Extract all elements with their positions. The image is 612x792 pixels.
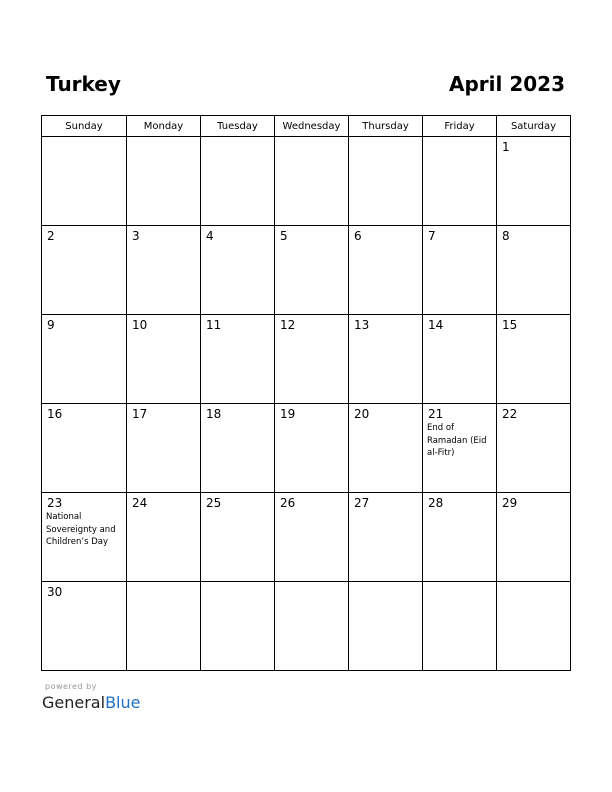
month-year-title: April 2023 [449, 72, 565, 96]
day-number: 17 [132, 407, 148, 421]
day-number: 16 [47, 407, 63, 421]
day-number: 6 [354, 229, 362, 243]
day-cell [497, 404, 571, 493]
day-number: 8 [502, 229, 510, 243]
day-number: 14 [428, 318, 444, 332]
day-cell [275, 493, 349, 582]
day-number: 25 [206, 496, 222, 510]
weekday-thursday: Thursday [349, 116, 423, 137]
weekday-wednesday: Wednesday [275, 116, 349, 137]
week-row [42, 315, 571, 404]
day-cell [127, 404, 201, 493]
day-number: 30 [47, 585, 63, 599]
day-cell [349, 226, 423, 315]
country-title: Turkey [46, 72, 121, 96]
day-cell [497, 493, 571, 582]
day-number: 15 [502, 318, 518, 332]
weekday-friday: Friday [423, 116, 497, 137]
empty-day-cell [275, 582, 349, 671]
day-cell [127, 315, 201, 404]
day-number: 12 [280, 318, 296, 332]
weekday-tuesday: Tuesday [201, 116, 275, 137]
day-cell [423, 315, 497, 404]
empty-day-cell [349, 582, 423, 671]
day-number: 26 [280, 496, 296, 510]
empty-day-cell [127, 137, 201, 226]
generalblue-logo[interactable] [42, 693, 140, 712]
calendar-grid [41, 115, 571, 671]
holiday-label: National Sovereignty and Children’s Day [46, 512, 116, 547]
day-number: 20 [354, 407, 370, 421]
powered-by-label: powered by [45, 682, 97, 691]
empty-day-cell [423, 137, 497, 226]
day-number: 27 [354, 496, 370, 510]
day-cell [42, 315, 127, 404]
empty-day-cell [127, 582, 201, 671]
day-number: 13 [354, 318, 370, 332]
day-cell [497, 315, 571, 404]
day-cell [275, 226, 349, 315]
day-cell [42, 493, 127, 582]
day-number: 29 [502, 496, 518, 510]
brand-general-text: General [42, 693, 106, 712]
day-number: 2 [47, 229, 55, 243]
weekday-saturday: Saturday [497, 116, 571, 137]
day-cell [423, 493, 497, 582]
day-number: 21 [428, 407, 444, 421]
day-cell [275, 315, 349, 404]
week-row [42, 226, 571, 315]
empty-day-cell [275, 137, 349, 226]
day-cell [497, 226, 571, 315]
empty-day-cell [42, 137, 127, 226]
day-number: 10 [132, 318, 148, 332]
weekday-header-row [42, 116, 571, 137]
empty-day-cell [201, 137, 275, 226]
day-number: 11 [206, 318, 222, 332]
day-number: 22 [502, 407, 518, 421]
day-cell [349, 315, 423, 404]
day-cell [201, 404, 275, 493]
day-cell [275, 404, 349, 493]
day-cell [497, 137, 571, 226]
day-cell [349, 493, 423, 582]
week-row [42, 137, 571, 226]
empty-day-cell [423, 582, 497, 671]
empty-day-cell [497, 582, 571, 671]
day-number: 19 [280, 407, 296, 421]
day-cell [42, 404, 127, 493]
day-number: 4 [206, 229, 214, 243]
day-cell [201, 493, 275, 582]
week-row [42, 582, 571, 671]
day-number: 23 [47, 496, 63, 510]
brand-blue-text: Blue [105, 693, 141, 712]
day-number: 9 [47, 318, 55, 332]
weekday-sunday: Sunday [42, 116, 127, 137]
day-number: 28 [428, 496, 444, 510]
day-cell [201, 226, 275, 315]
day-cell [127, 493, 201, 582]
day-number: 7 [428, 229, 436, 243]
day-cell [423, 226, 497, 315]
day-cell [201, 315, 275, 404]
holiday-label: End of Ramadan (Eid al-Fitr) [427, 423, 487, 458]
day-number: 3 [132, 229, 140, 243]
empty-day-cell [349, 137, 423, 226]
day-number: 24 [132, 496, 148, 510]
day-number: 1 [502, 140, 510, 154]
empty-day-cell [201, 582, 275, 671]
day-cell [349, 404, 423, 493]
day-cell [42, 582, 127, 671]
day-cell [423, 404, 497, 493]
day-number: 5 [280, 229, 288, 243]
weekday-monday: Monday [127, 116, 201, 137]
day-cell [127, 226, 201, 315]
week-row [42, 493, 571, 582]
day-number: 18 [206, 407, 222, 421]
day-cell [42, 226, 127, 315]
week-row [42, 404, 571, 493]
